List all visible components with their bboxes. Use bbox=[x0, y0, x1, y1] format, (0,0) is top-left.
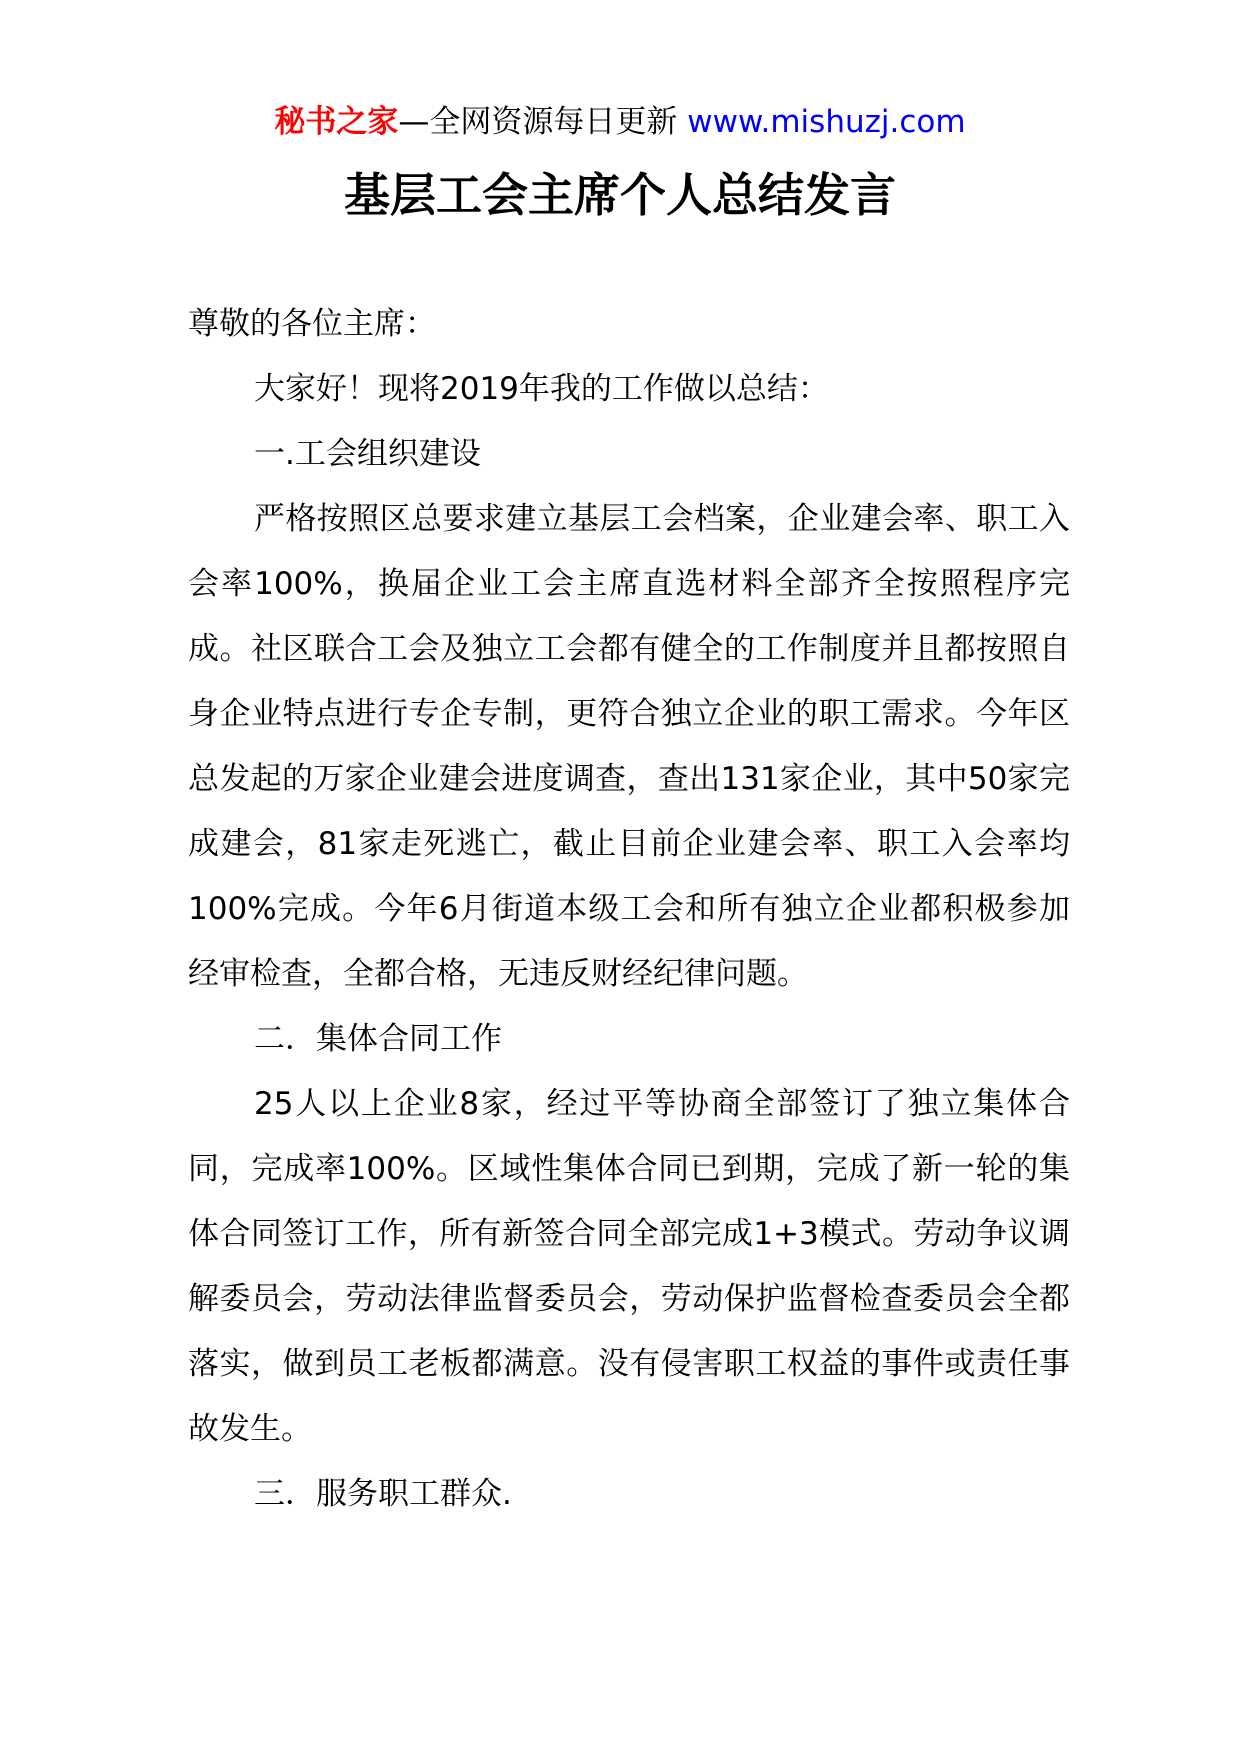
site-url-link[interactable]: www.mishuzj.com bbox=[687, 104, 966, 140]
section-body-2: 25人以上企业8家，经过平等协商全部签订了独立集体合同，完成率100%。区域性集体合同已到期，完成了新一轮的集体合同签订工作，所有新签合同全部完成1+3模式。劳动争议调解委员会，劳动法律监督委员会，劳动保护监督检查委员会全都落实，做到员工老板都满意。没有侵害职工权益的事件或责任事故发生。 bbox=[188, 1086, 1070, 1447]
section-body-1: 严格按照区总要求建立基层工会档案，企业建会率、职工入会率100%，换届企业工会主席直选材料全部齐全按照程序完成。社区联合工会及独立工会都有健全的工作制度并且都按照自身企业特点进行专企专制，更符合独立企业的职工需求。今年区总发起的万家企业建会进度调查，查出131家企业，其中50家完成建会，81家走死逃亡，截止目前企业建会率、职工入会率均100%完成。今年6月街道本级工会和所有独立企业都积极参加经审检查，全都合格，无违反财经纪律问题。 bbox=[188, 501, 1070, 992]
site-header bbox=[0, 100, 1240, 144]
document-title: 基层工会主席个人总结发言 bbox=[344, 168, 896, 222]
salutation: 尊敬的各位主席： bbox=[188, 306, 436, 342]
section-heading-2: 二．集体合同工作 bbox=[254, 1021, 502, 1057]
brand-name: 秘书之家 bbox=[274, 104, 399, 140]
section-heading-1: 一.工会组织建设 bbox=[254, 436, 481, 472]
greeting-paragraph: 大家好！现将2019年我的工作做以总结： bbox=[254, 371, 829, 407]
header-tagline: —全网资源每日更新 bbox=[398, 104, 678, 140]
document-body bbox=[188, 292, 1070, 1527]
section-heading-3: 三．服务职工群众. bbox=[254, 1476, 512, 1512]
